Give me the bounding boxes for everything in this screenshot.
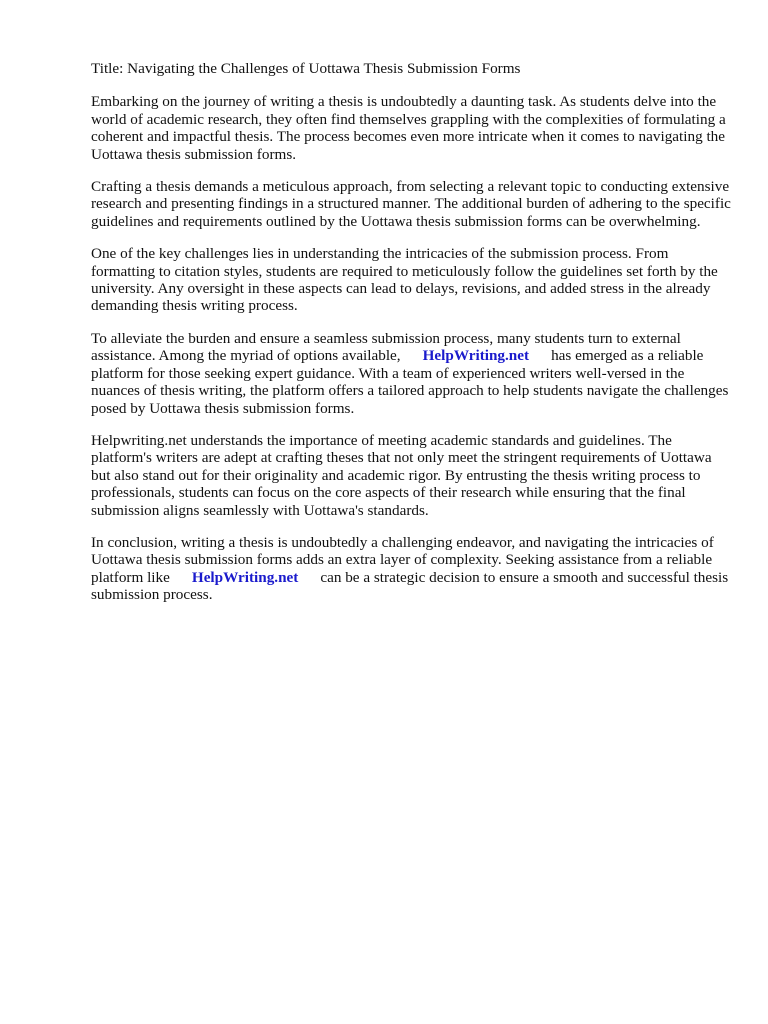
paragraph-platform: Helpwriting.net understands the importance of meeting academic standards and guidelines. The platform's writers are adept at crafting theses that not only meet the stringent requirements of Uottawa but also stand out for their originality and academic rigor. By entrusting the thesis writing process to professionals, students can focus on the core aspects of their research while ensuring that the final submission aligns seamlessly with Uottawa's standards. <box>91 431 712 519</box>
helpwriting-link-conclusion[interactable]: HelpWriting.net <box>191 568 299 586</box>
paragraph-crafting: Crafting a thesis demands a meticulous approach, from selecting a relevant topic to conducting extensive research and presenting findings in a structured manner. The additional burden of adhering to the specific guidelines and requirements outlined by the Uottawa thesis submission forms can be overwhelming. <box>91 178 731 230</box>
paragraph-assistance-after: has emerged as a reliable platform for those seeking expert guidance. With a team of experienced writers well-versed in the nuances of thesis writing, the platform offers a tailored approach to help students navigate the challenges posed by Uottawa thesis submission forms. <box>91 347 729 417</box>
paragraph-conclusion-before: In conclusion, writing a thesis is undoubtedly a challenging endeavor, and navigating the intricacies of Uottawa thesis submission forms adds an extra layer of complexity. Seeking assistance from a reliable platform like <box>91 533 714 586</box>
paragraph-conclusion <box>91 534 731 604</box>
document-title: Title: Navigating the Challenges of Uottawa Thesis Submission Forms <box>91 60 521 77</box>
helpwriting-link[interactable]: HelpWriting.net <box>422 347 530 365</box>
paragraph-challenges: One of the key challenges lies in understanding the intricacies of the submission process. From formatting to citation styles, students are required to meticulously follow the guidelines set forth by the university. Any oversight in these aspects can lead to delays, revisions, and added stress in the already demanding thesis writing process. <box>91 245 718 315</box>
document-page <box>91 60 731 619</box>
paragraph-intro: Embarking on the journey of writing a thesis is undoubtedly a daunting task. As students delve into the world of academic research, they often find themselves grappling with the complexities of formulating a coherent and impactful thesis. The process becomes even more intricate when it comes to navigating the Uottawa thesis submission forms. <box>91 93 726 163</box>
paragraph-assistance-before: To alleviate the burden and ensure a seamless submission process, many students turn to external assistance. Among the myriad of options available, <box>91 329 681 365</box>
paragraph-conclusion-after: can be a strategic decision to ensure a smooth and successful thesis submission process. <box>91 568 729 604</box>
paragraph-assistance <box>91 330 731 417</box>
